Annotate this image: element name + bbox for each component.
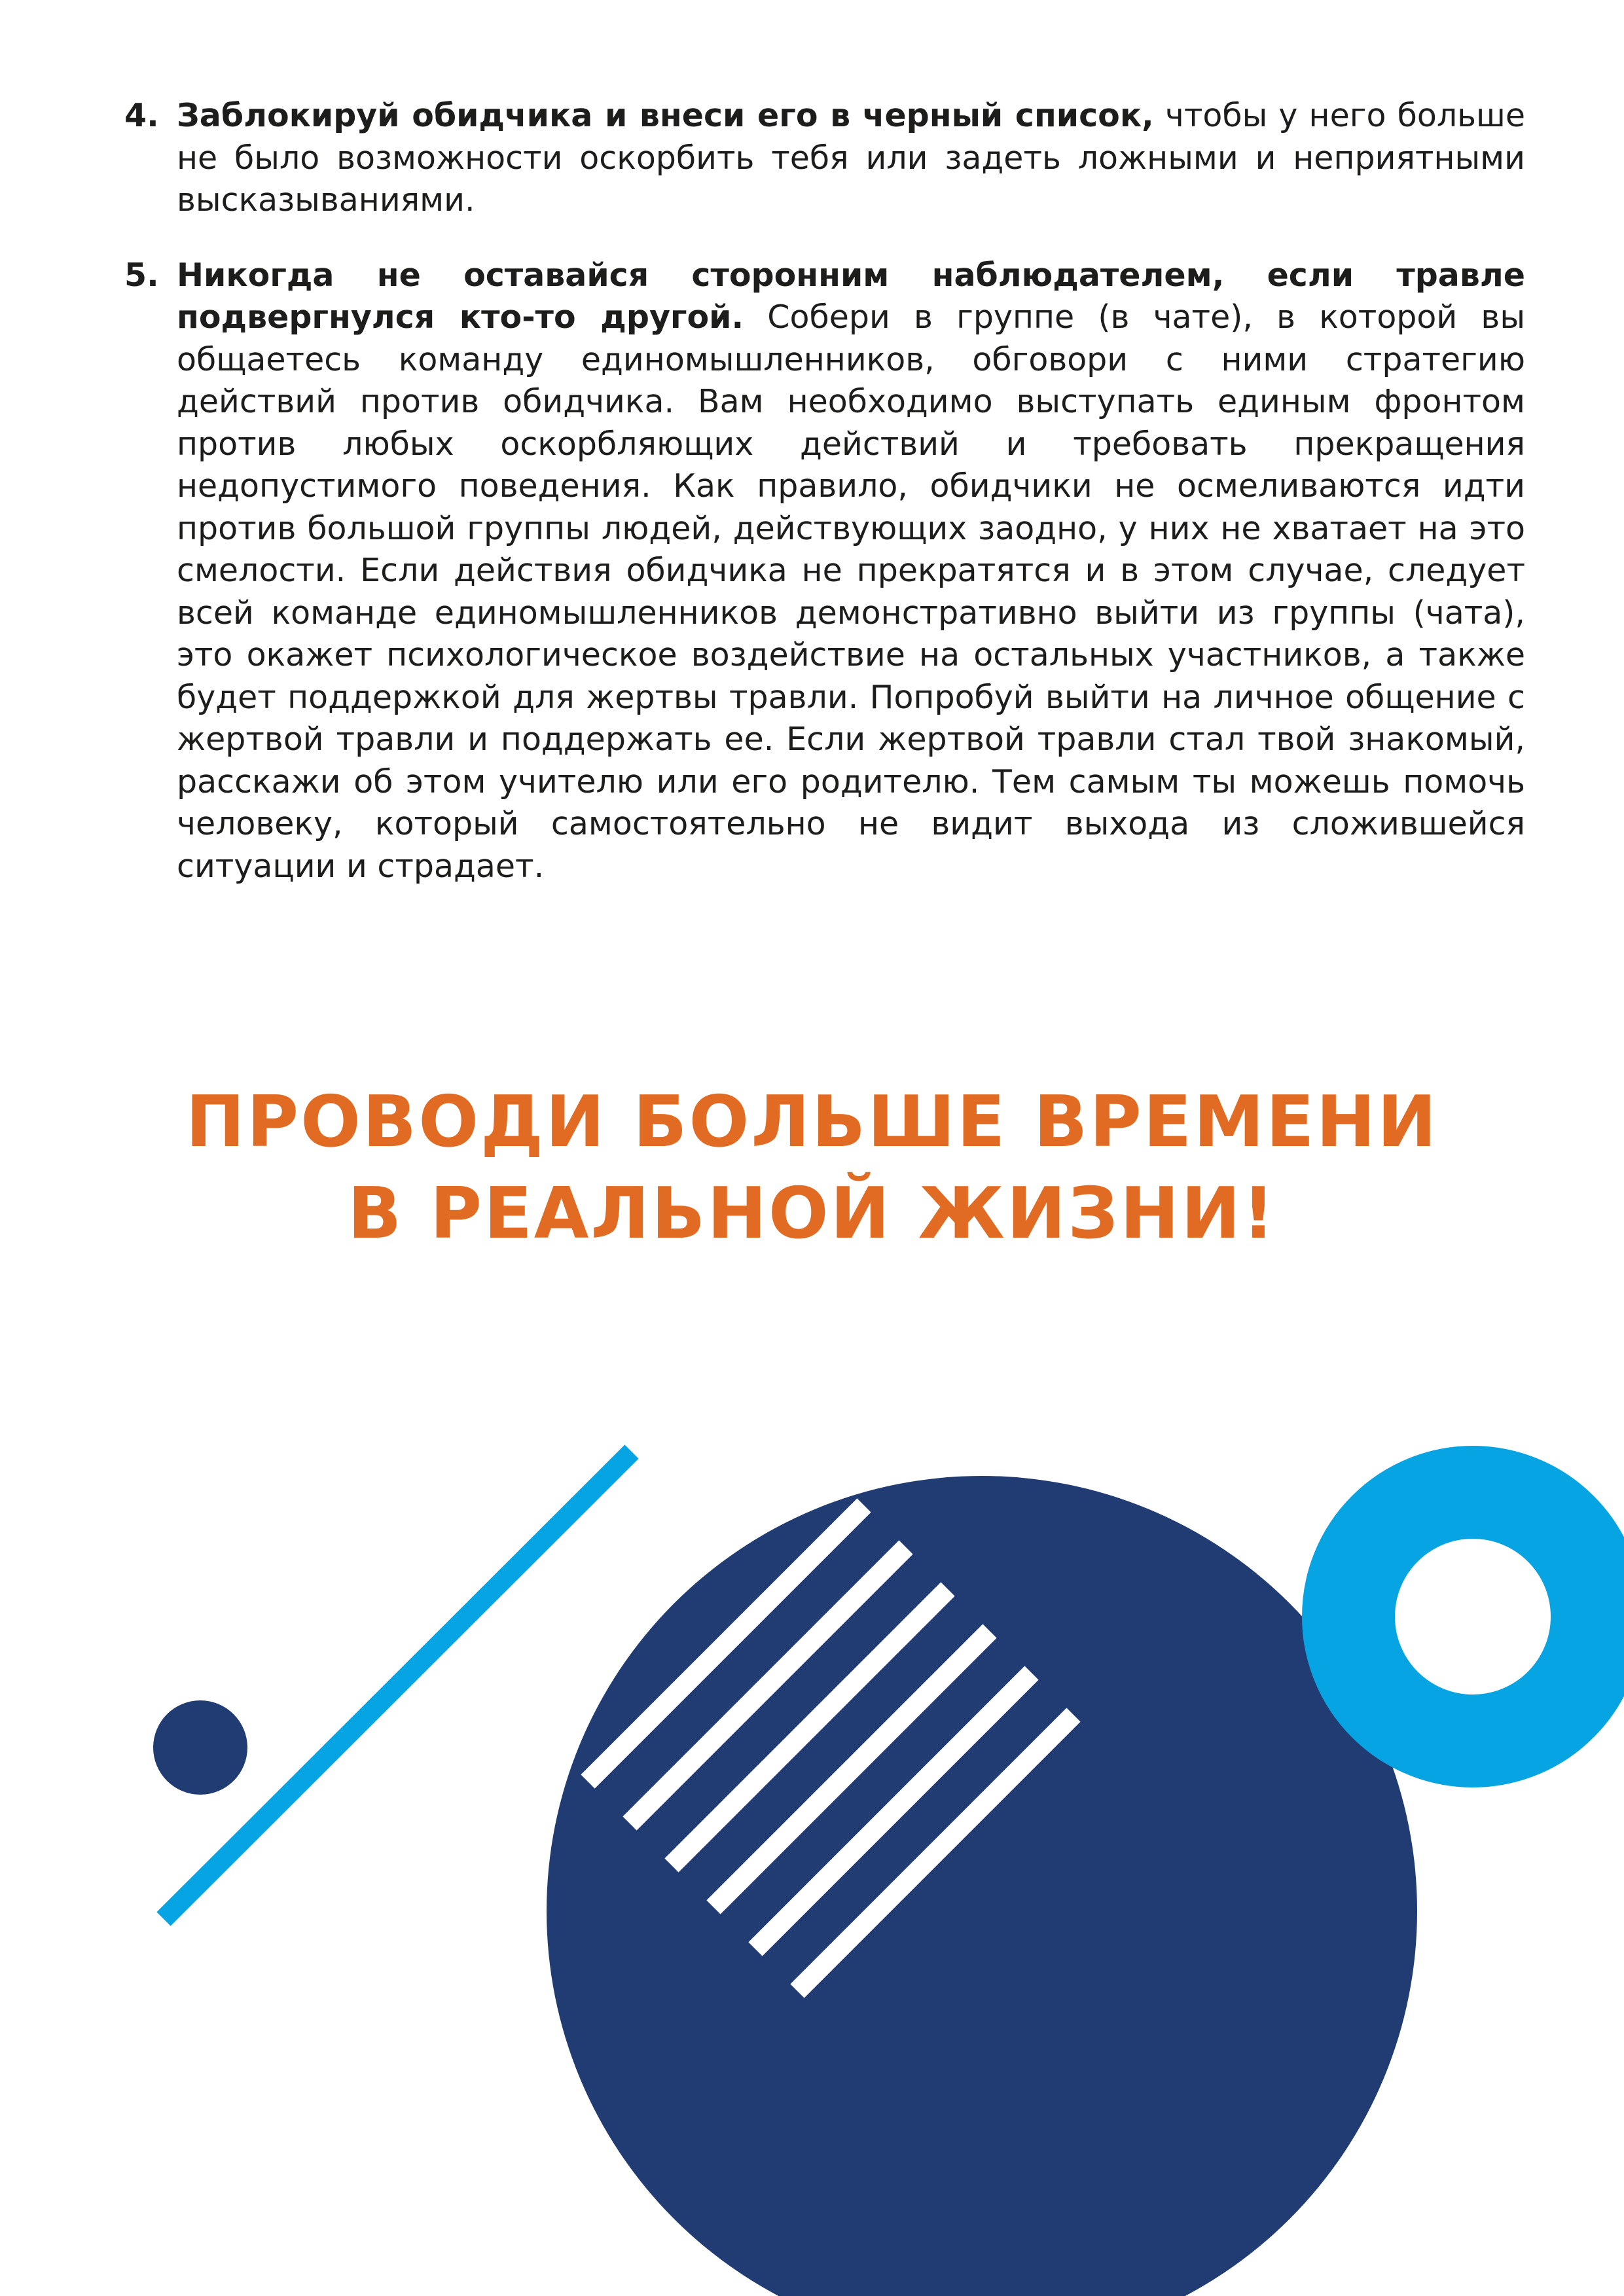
large-circle-shape [547, 1476, 1417, 2296]
list-item-text: Собери в группе (в чате), в которой вы общаетесь команду единомышленников, обговори с ними стратегию действий против обидчика. Вам необходимо выступать единым фронтом против любых оскорбляющих действий и требовать прекращения недопустимого поведения. Как правило, обидчики не осмеливаются идти против большой группы людей, действующих заодно, у них не хватает на это смелости. Если действия обидчика не прекратятся и в этом случае, следует всей команде единомышленников демонстративно выйти из группы (чата), это окажет психологическое воздействие на остальных участников, а также будет поддержкой для жертвы травли. Попробуй выйти на личное общение с жертвой травли и поддержать ее. Если жертвой травли стал твой знакомый, расскажи об этом учителю или его родителю. Тем самым ты можешь помочь человеку, который самостоятельно не видит выхода из сложившейся ситуации и страдает. [177, 298, 1526, 885]
list-number: 4. [124, 97, 159, 134]
list-item-lead: Никогда не оставайся сторонним наблюдателем, если травле подвергнулся кто-то другой. [177, 256, 1525, 336]
list-number: 5. [124, 256, 159, 294]
slogan-line-1: ПРОВОДИ БОЛЬШЕ ВРЕМЕНИ [185, 1081, 1439, 1163]
list-item-text: чтобы у него больше не было возможности оскорбить тебя или задеть ложными и неприятными высказываниями. [177, 97, 1526, 219]
list-item-lead: Заблокируй обидчика и внеси его в черный список, [177, 97, 1154, 134]
small-dot-shape [153, 1700, 247, 1795]
slogan-line-2: В РЕАЛЬНОЙ ЖИЗНИ! [348, 1173, 1276, 1255]
ring-shape [1348, 1492, 1597, 1741]
